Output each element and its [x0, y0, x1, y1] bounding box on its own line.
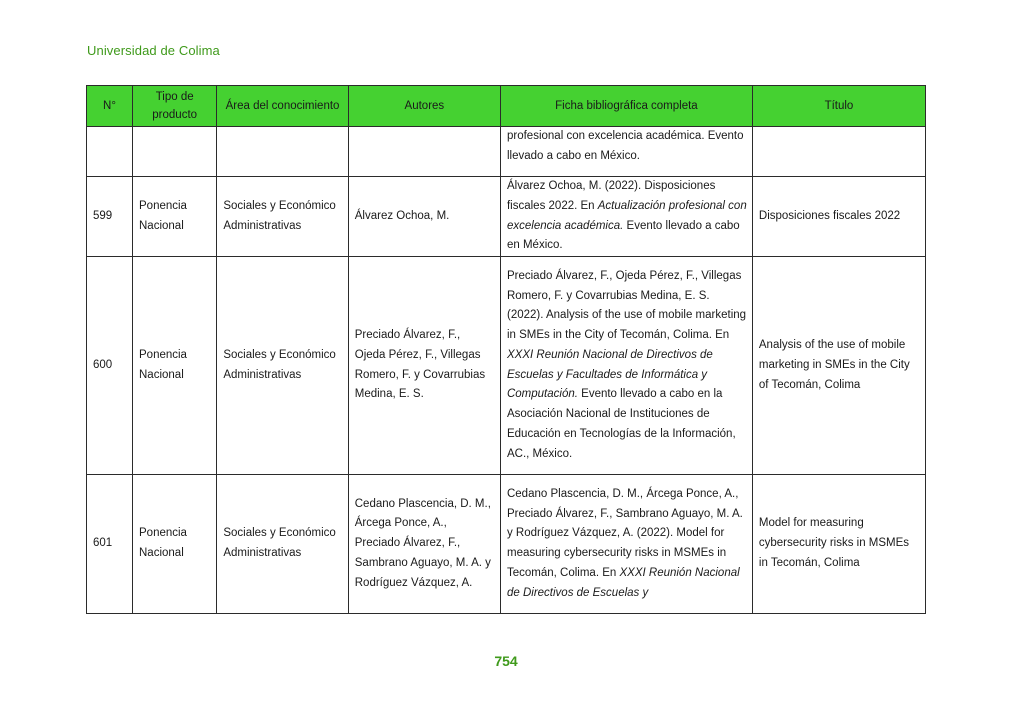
- cell-ficha: profesional con excelencia académica. Evento llevado a cabo en México.: [500, 127, 752, 177]
- table-row: [87, 475, 926, 614]
- ficha-italic-text: XXXI Reunión Nacional de Directivos de Escuelas y: [506, 566, 740, 599]
- column-header-titulo: Título: [752, 86, 925, 127]
- column-header-area: Área del conocimiento: [217, 86, 348, 127]
- cell-titulo: Analysis of the use of mobile marketing in SMEs in the City of Tecomán, Colima: [752, 257, 925, 475]
- ficha-text: Cedano Plascencia, D. M., Árcega Ponce, A., Preciado Álvarez, F., Sambrano Aguayo, M. A. y Rodríguez Vázquez, A. (2022). Model for measuring cybersecurity risks in MSMEs in Tecomán, Colima. En: [506, 487, 743, 579]
- bibliography-table: [86, 85, 926, 614]
- cell-titulo: Disposiciones fiscales 2022: [752, 177, 925, 257]
- cell-ficha: [500, 257, 752, 475]
- cell-num: 601: [87, 475, 133, 614]
- cell-tipo: [133, 127, 217, 177]
- cell-num: [87, 127, 133, 177]
- cell-titulo: Model for measuring cybersecurity risks in MSMEs in Tecomán, Colima: [752, 475, 925, 614]
- cell-area: [217, 127, 348, 177]
- cell-area: Sociales y Económico Administrativas: [217, 257, 348, 475]
- cell-autores: Cedano Plascencia, D. M., Árcega Ponce, A., Preciado Álvarez, F., Sambrano Aguayo, M. A. y Rodríguez Vázquez, A.: [348, 475, 500, 614]
- table-header-row: [87, 86, 926, 127]
- cell-num: 599: [87, 177, 133, 257]
- institution-header: Universidad de Colima: [87, 43, 220, 58]
- table-row: [87, 177, 926, 257]
- cell-autores: [348, 127, 500, 177]
- page-number: 754: [494, 653, 518, 669]
- table-row-continuation: [87, 127, 926, 177]
- cell-tipo: Ponencia Nacional: [133, 257, 217, 475]
- cell-area: Sociales y Económico Administrativas: [217, 177, 348, 257]
- column-header-autores: Autores: [348, 86, 500, 127]
- ficha-text: Evento llevado a cabo en México.: [506, 219, 740, 252]
- ficha-italic-text: Actualización profesional con excelencia académica.: [506, 199, 747, 232]
- cell-tipo: Ponencia Nacional: [133, 475, 217, 614]
- cell-num: 600: [87, 257, 133, 475]
- cell-titulo: [752, 127, 925, 177]
- ficha-text: Preciado Álvarez, F., Ojeda Pérez, F., Villegas Romero, F. y Covarrubias Medina, E. S. (2022). Analysis of the use of mobile marketing in SMEs in the City of Tecomán, Colima. En: [506, 269, 747, 342]
- cell-autores: Preciado Álvarez, F., Ojeda Pérez, F., Villegas Romero, F. y Covarrubias Medina, E. S.: [348, 257, 500, 475]
- cell-area: Sociales y Económico Administrativas: [217, 475, 348, 614]
- cell-autores: Álvarez Ochoa, M.: [348, 177, 500, 257]
- cell-tipo: Ponencia Nacional: [133, 177, 217, 257]
- cell-ficha: [500, 177, 752, 257]
- ficha-text: Evento llevado a cabo en la Asociación Nacional de Instituciones de Educación en Tecnologías de la Información, AC., México.: [506, 388, 736, 460]
- table-row: [87, 257, 926, 475]
- column-header-num: N°: [87, 86, 133, 127]
- cell-ficha: [500, 475, 752, 614]
- ficha-italic-text: XXXI Reunión Nacional de Directivos de Escuelas y Facultades de Informática y Computación.: [506, 348, 713, 401]
- ficha-text: Álvarez Ochoa, M. (2022). Disposiciones fiscales 2022. En: [506, 180, 716, 212]
- column-header-ficha: Ficha bibliográfica completa: [500, 86, 752, 127]
- column-header-tipo: Tipo de producto: [133, 86, 217, 127]
